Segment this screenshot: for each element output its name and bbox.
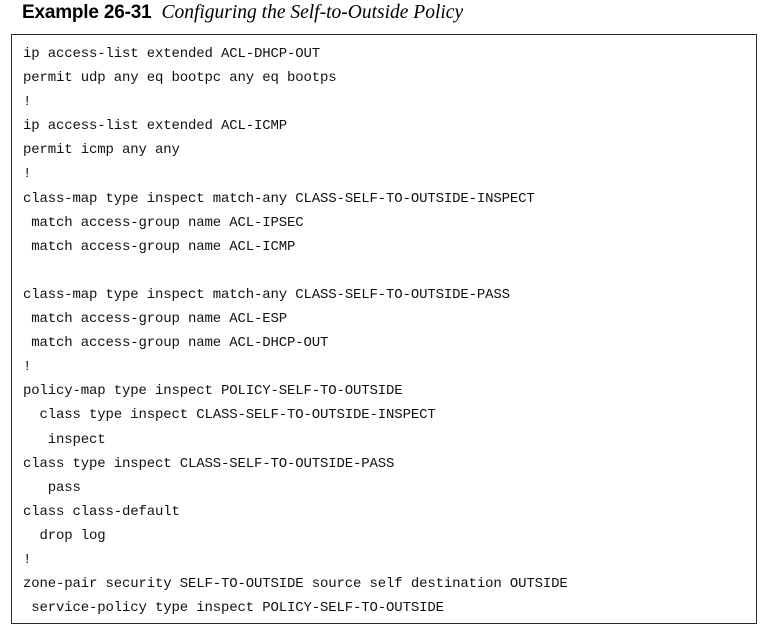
code-line: match access-group name ACL-DHCP-OUT [23,335,329,352]
code-line: class type inspect CLASS-SELF-TO-OUTSIDE-INSPECT [23,407,436,424]
code-line: drop log [23,527,106,544]
code-line: service-policy type inspect POLICY-SELF-TO-OUTSIDE [23,600,444,617]
code-line: pass [23,479,81,496]
code-line: ! [23,551,32,568]
code-line: ip access-list extended ACL-DHCP-OUT [23,46,321,62]
code-line: zone-pair security SELF-TO-OUTSIDE source self destination OUTSIDE [23,576,568,593]
code-listing [11,34,757,624]
code-line: policy-map type inspect POLICY-SELF-TO-OUTSIDE [23,383,403,400]
code-lines [23,42,568,620]
example-title: Configuring the Self-to-Outside Policy [161,2,464,23]
code-line: ! [23,166,32,183]
code-line [23,259,568,283]
code-line: ip access-list extended ACL-ICMP [23,118,288,135]
example-number: Example 26-31 [22,2,152,23]
code-line: class-map type inspect match-any CLASS-SELF-TO-OUTSIDE-INSPECT [23,190,535,207]
code-line: class-map type inspect match-any CLASS-SELF-TO-OUTSIDE-PASS [23,286,510,303]
code-line: class type inspect CLASS-SELF-TO-OUTSIDE-PASS [23,455,395,472]
code-line: ! [23,94,32,111]
code-line: ! [23,359,32,376]
example-caption [22,2,463,26]
code-line: class class-default [23,503,180,520]
code-line: permit udp any eq bootpc any eq bootps [23,70,337,87]
code-line: permit icmp any any [23,142,180,159]
code-line: match access-group name ACL-ICMP [23,238,296,255]
code-line: inspect [23,431,106,448]
code-line: match access-group name ACL-ESP [23,311,288,328]
code-line: match access-group name ACL-IPSEC [23,214,304,231]
